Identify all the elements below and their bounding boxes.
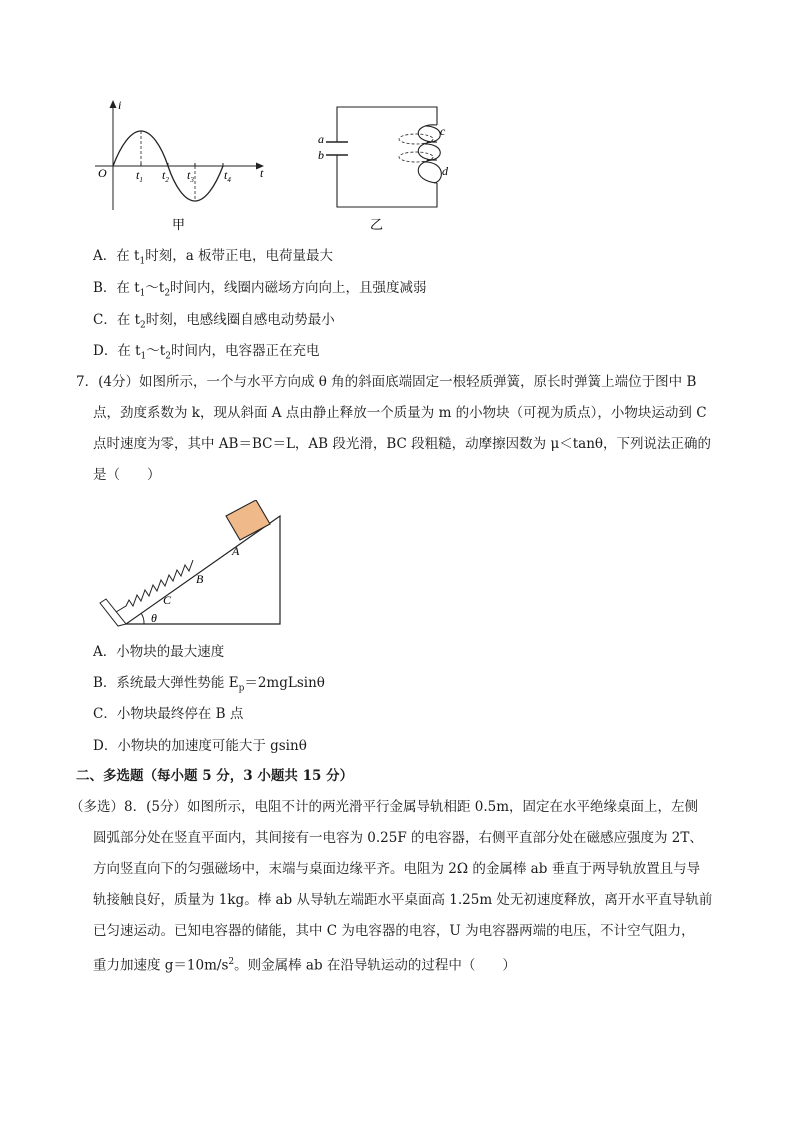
q8-line-2: 圆弧部分处在竖直平面内，其间接有一电容为 0.25F 的电容器，右侧平直部分处在磁感应强度为 2T、 [93, 830, 703, 846]
origin-label: O [98, 166, 107, 180]
q7-line-2: 点，劲度系数为 k，现从斜面 A 点由静止释放一个质量为 m 的小物块（可视为质点），小物块运动到 C [93, 405, 707, 421]
figure-current-graph [88, 95, 278, 235]
t2-label: $t_2$ [162, 168, 169, 184]
q7-option-d: D．小物块的加速度可能大于 gsinθ [93, 738, 307, 754]
point-a-label: A [232, 544, 240, 558]
coil-d-label: d [442, 164, 448, 178]
q7-line-3: 点时速度为零，其中 AB＝BC＝L，AB 段光滑，BC 段粗糙，动摩擦因数为 μ＜tanθ，下列说法正确的 [93, 436, 712, 452]
q8-line-6: 重力加速度 $g=10m/s^2$。则金属棒 ab 在沿导轨运动的过程中（ ） [93, 957, 516, 974]
q6-option-c: C．在 $t_2$时刻，电感线圈自感电动势最小 [93, 312, 335, 331]
t3-label: $t_3$ [187, 168, 194, 184]
figure-lc-circuit [312, 95, 462, 235]
q7-option-b: B．系统最大弹性势能 $E_p=2mgLsin\theta$ [93, 675, 325, 694]
q8-line-5: 已匀速运动。已知电容器的储能，其中 C 为电容器的电容，U 为电容器两端的电压，不计空气阻力， [93, 923, 695, 939]
q7-line-4: 是（ ） [93, 467, 161, 483]
axis-t-label: t [260, 166, 264, 180]
q7-option-a: A．小物块的最大速度 [93, 644, 225, 660]
q6-option-b: B．在 $t_1\sim t_2$时间内，线圈内磁场方向向上，且强度减弱 [93, 280, 427, 299]
point-b-label: B [196, 572, 204, 586]
coil-c-label: c [440, 124, 446, 138]
q6-option-d: D．在 $t_1\sim t_2$时间内，电容器正在充电 [93, 343, 320, 362]
q8-line-1: （多选）8．(5分）如图所示，电阻不计的两光滑平行金属导轨相距 0.5m，固定在水平绝缘桌面上，左侧 [70, 799, 699, 815]
t4-label: $t_4$ [224, 168, 231, 184]
t1-label: $t_1$ [136, 168, 143, 184]
figure-jia-caption: 甲 [172, 218, 186, 233]
plate-b-label: b [318, 148, 324, 162]
figure-yi-caption: 乙 [370, 218, 384, 233]
q7-option-c: C．小物块最终停在 B 点 [93, 706, 244, 722]
plate-a-label: a [318, 132, 324, 146]
figure-incline [96, 500, 286, 630]
axis-i-label: i [118, 98, 122, 112]
q6-option-a: A．在 $t_1$时刻，a 板带正电，电荷量最大 [93, 248, 334, 267]
section-2-title: 二、多选题（每小题 5 分，3 小题共 15 分） [76, 768, 354, 784]
q8-line-3: 方向竖直向下的匀强磁场中，末端与桌面边缘平齐。电阻为 2Ω 的金属棒 ab 垂直于两导轨放置且与导 [93, 861, 701, 877]
angle-theta-label: θ [151, 611, 157, 625]
q7-line-1: 7．(4分）如图所示，一个与水平方向成 θ 角的斜面底端固定一根轻质弹簧，原长时弹簧上端位于图中 B [76, 374, 697, 390]
q8-line-4: 轨接触良好，质量为 1kg。棒 ab 从导轨左端距水平桌面高 1.25m 处无初速度释放，离开水平直导轨前 [93, 892, 713, 908]
point-c-label: C [163, 593, 172, 607]
